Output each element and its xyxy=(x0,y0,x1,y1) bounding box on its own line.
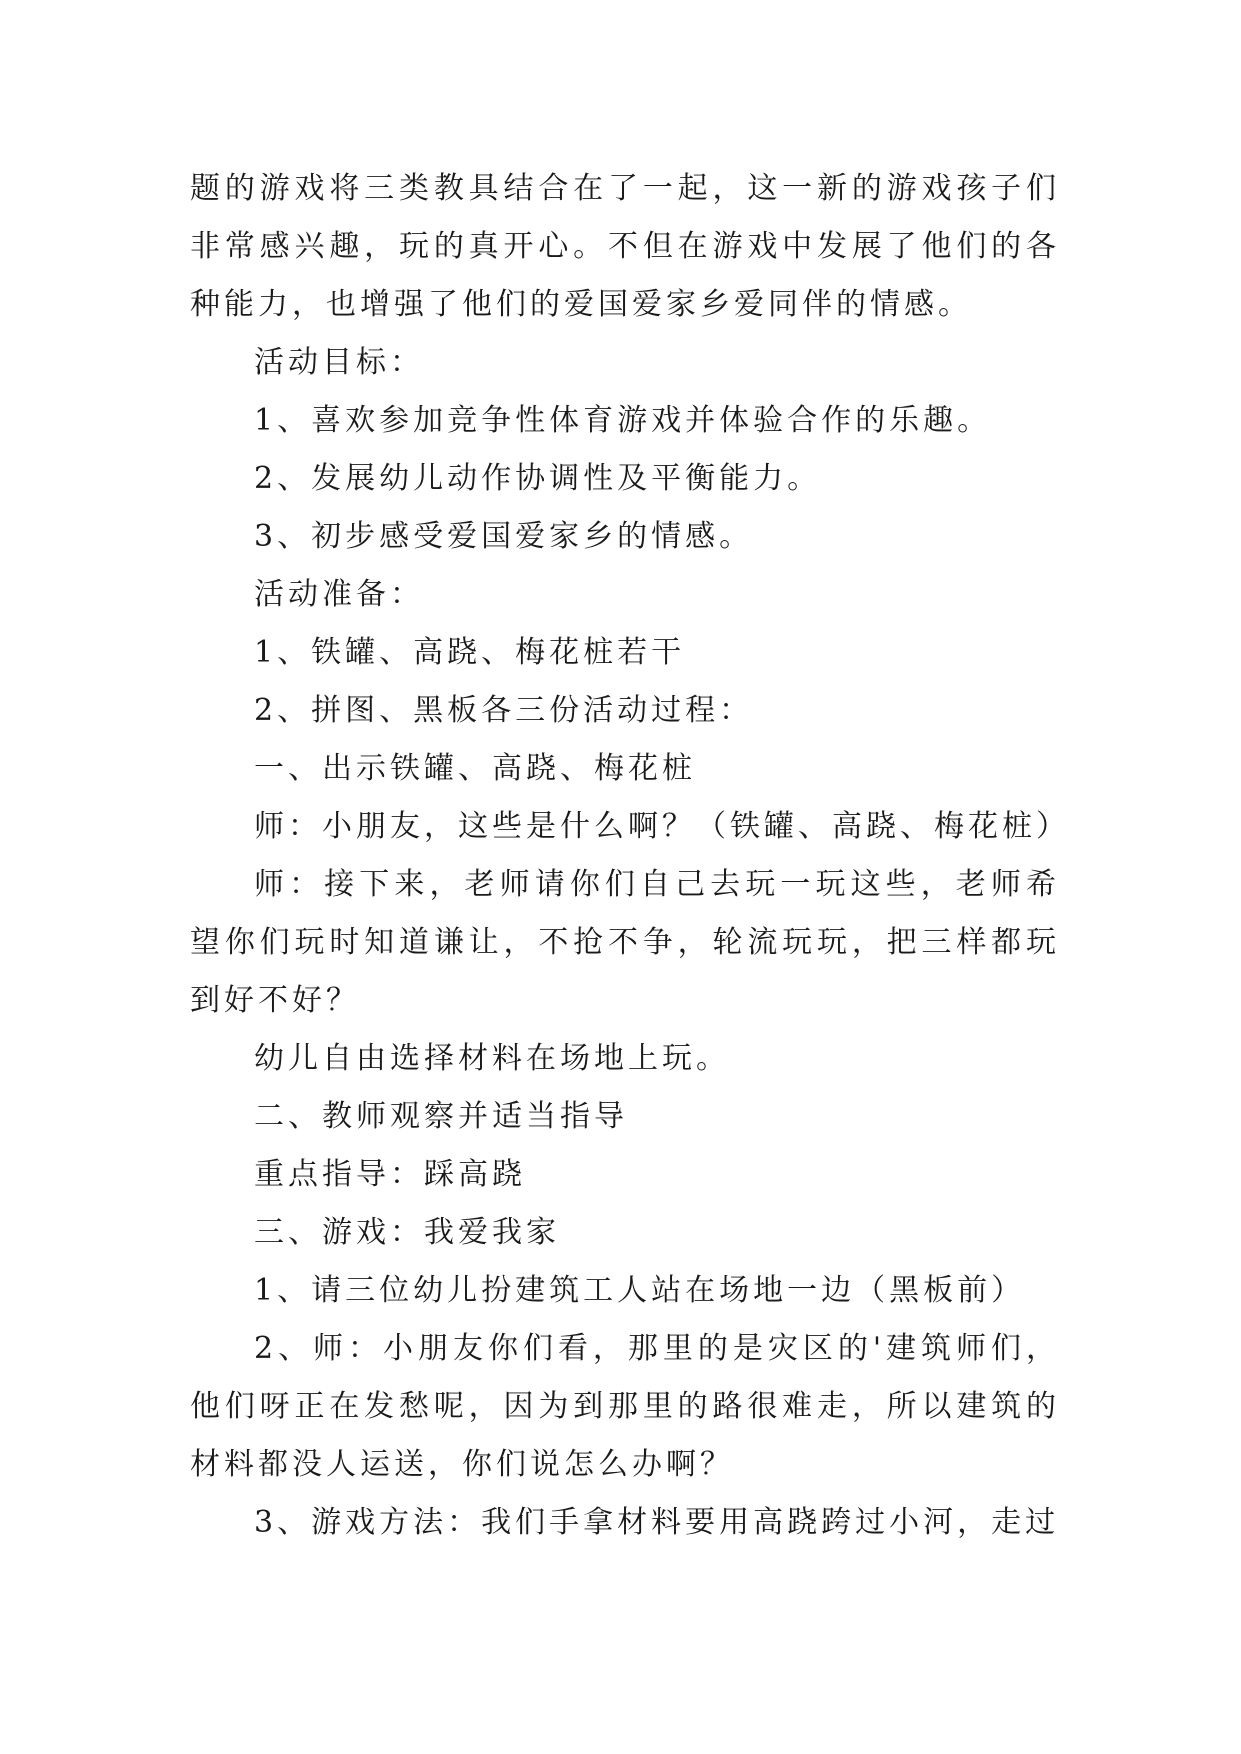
process-step: 二、教师观察并适当指导 xyxy=(254,1099,628,1134)
section-heading-preparation: 活动准备： xyxy=(254,577,424,612)
game-step: 1、请三位幼儿扮建筑工人站在场地一边（黑板前） xyxy=(254,1273,1026,1308)
section-heading-goals: 活动目标： xyxy=(254,345,424,380)
teacher-line: 师：接下来，老师请你们自己去玩一玩这些，老师希望你们玩时知道谦让，不抢不争，轮流玩玩，把三样都玩到好不好？ xyxy=(190,867,1060,1018)
game-step: 2、师：小朋友你们看，那里的是灾区的'建筑师们，他们呀正在发愁呢，因为到那里的路很难走，所以建筑的材料都没人运送，你们说怎么办啊？ xyxy=(190,1331,1060,1482)
paragraph: 幼儿自由选择材料在场地上玩。 xyxy=(254,1041,730,1076)
teacher-line: 师：小朋友，这些是什么啊？（铁罐、高跷、梅花桩） xyxy=(254,809,1070,844)
preparation-item: 1、铁罐、高跷、梅花桩若干 xyxy=(254,635,686,670)
process-step: 一、出示铁罐、高跷、梅花桩 xyxy=(254,751,696,786)
paragraph: 题的游戏将三类教具结合在了一起，这一新的游戏孩子们非常感兴趣，玩的真开心。不但在游戏中发展了他们的各种能力，也增强了他们的爱国爱家乡爱同伴的情感。 xyxy=(190,171,1060,322)
goal-item: 2、发展幼儿动作协调性及平衡能力。 xyxy=(254,461,822,496)
document-body xyxy=(190,160,1070,1552)
game-step: 3、游戏方法：我们手拿材料要用高跷跨过小河，走过 xyxy=(254,1505,1060,1540)
preparation-item: 2、拼图、黑板各三份活动过程： xyxy=(254,693,754,728)
goal-item: 1、喜欢参加竞争性体育游戏并体验合作的乐趣。 xyxy=(254,403,992,438)
paragraph: 重点指导：踩高跷 xyxy=(254,1157,526,1192)
process-step: 三、游戏：我爱我家 xyxy=(254,1215,560,1250)
goal-item: 3、初步感受爱国爱家乡的情感。 xyxy=(254,519,754,554)
